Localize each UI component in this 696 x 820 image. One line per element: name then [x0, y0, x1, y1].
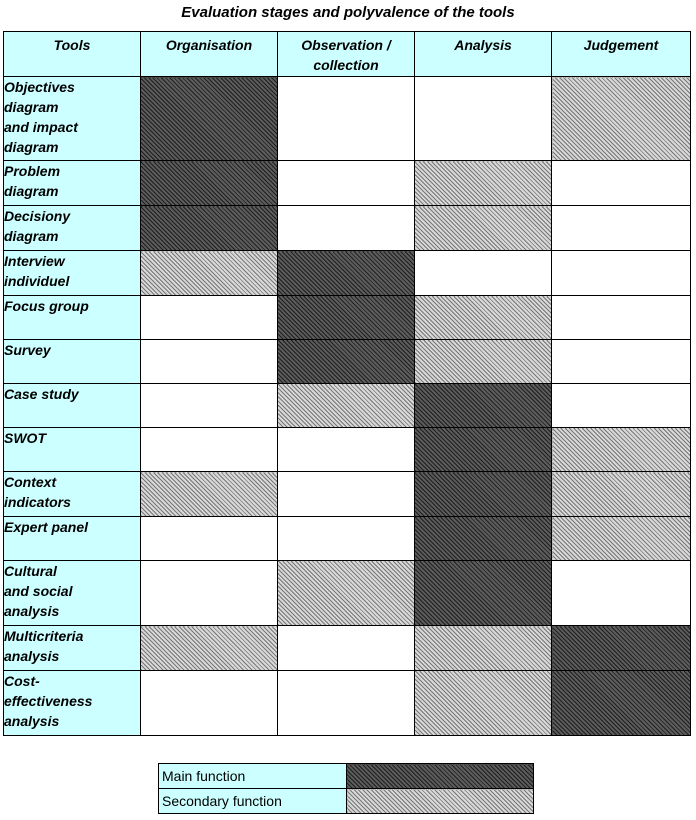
analysis-function-cell [415, 161, 552, 206]
judgement-function-cell [552, 384, 691, 428]
analysis-function-cell [415, 472, 552, 517]
table-row [4, 340, 691, 384]
table-row [4, 161, 691, 206]
observation-function-cell [278, 517, 415, 561]
organisation-function-cell [141, 428, 278, 472]
judgement-function-cell [552, 251, 691, 296]
observation-function-cell [278, 161, 415, 206]
table-row [4, 77, 691, 161]
judgement-function-cell [552, 561, 691, 626]
organisation-function-cell [141, 626, 278, 671]
header-analysis: Analysis [415, 32, 552, 77]
header-row [4, 32, 691, 77]
organisation-function-cell [141, 340, 278, 384]
table-row [4, 517, 691, 561]
header-tools: Tools [4, 32, 141, 77]
tool-name-cell: Case study [4, 384, 141, 428]
table-row [4, 206, 691, 251]
header-observation [278, 32, 415, 77]
legend-row-secondary [159, 789, 534, 814]
analysis-function-cell [415, 384, 552, 428]
tool-name-cell: Decisiony diagram [4, 206, 141, 251]
analysis-function-cell [415, 206, 552, 251]
tool-name-cell: Cultural and social analysis [4, 561, 141, 626]
tool-name-cell: Multicriteria analysis [4, 626, 141, 671]
judgement-function-cell [552, 472, 691, 517]
tool-name-cell: Focus group [4, 296, 141, 340]
table-row [4, 472, 691, 517]
analysis-function-cell [415, 340, 552, 384]
observation-function-cell [278, 296, 415, 340]
table-row [4, 296, 691, 340]
judgement-function-cell [552, 296, 691, 340]
legend-row-main [159, 764, 534, 789]
tool-name-cell: Objectives diagram and impact diagram [4, 77, 141, 161]
analysis-function-cell [415, 77, 552, 161]
legend [158, 763, 534, 814]
organisation-function-cell [141, 161, 278, 206]
judgement-function-cell [552, 626, 691, 671]
table-body [4, 77, 691, 736]
table-row [4, 671, 691, 736]
table-row [4, 626, 691, 671]
analysis-function-cell [415, 428, 552, 472]
organisation-function-cell [141, 296, 278, 340]
observation-function-cell [278, 428, 415, 472]
tool-name-cell: Expert panel [4, 517, 141, 561]
judgement-function-cell [552, 671, 691, 736]
observation-function-cell [278, 77, 415, 161]
judgement-function-cell [552, 428, 691, 472]
organisation-function-cell [141, 671, 278, 736]
evaluation-tools-table [3, 31, 691, 736]
legend-secondary-swatch [347, 789, 534, 814]
tool-name-cell: Problem diagram [4, 161, 141, 206]
analysis-function-cell [415, 671, 552, 736]
tool-name-cell: Interview individuel [4, 251, 141, 296]
organisation-function-cell [141, 517, 278, 561]
organisation-function-cell [141, 206, 278, 251]
legend-main-swatch [347, 764, 534, 789]
analysis-function-cell [415, 251, 552, 296]
header-judgement: Judgement [552, 32, 691, 77]
tool-name-cell: SWOT [4, 428, 141, 472]
table-row [4, 428, 691, 472]
observation-function-cell [278, 384, 415, 428]
judgement-function-cell [552, 161, 691, 206]
judgement-function-cell [552, 77, 691, 161]
organisation-function-cell [141, 561, 278, 626]
tool-name-cell: Cost- effectiveness analysis [4, 671, 141, 736]
header-observation-label: Observation / collection [301, 37, 391, 73]
analysis-function-cell [415, 517, 552, 561]
tool-name-cell: Context indicators [4, 472, 141, 517]
observation-function-cell [278, 671, 415, 736]
judgement-function-cell [552, 517, 691, 561]
analysis-function-cell [415, 626, 552, 671]
legend-secondary-label: Secondary function [159, 789, 347, 814]
observation-function-cell [278, 472, 415, 517]
analysis-function-cell [415, 561, 552, 626]
table-row [4, 251, 691, 296]
observation-function-cell [278, 206, 415, 251]
organisation-function-cell [141, 384, 278, 428]
judgement-function-cell [552, 340, 691, 384]
judgement-function-cell [552, 206, 691, 251]
organisation-function-cell [141, 251, 278, 296]
header-organisation: Organisation [141, 32, 278, 77]
table-row [4, 561, 691, 626]
observation-function-cell [278, 251, 415, 296]
table-row [4, 384, 691, 428]
observation-function-cell [278, 340, 415, 384]
tool-name-cell: Survey [4, 340, 141, 384]
legend-main-label: Main function [159, 764, 347, 789]
table-title: Evaluation stages and polyvalence of the tools [181, 4, 515, 21]
analysis-function-cell [415, 296, 552, 340]
observation-function-cell [278, 561, 415, 626]
organisation-function-cell [141, 77, 278, 161]
organisation-function-cell [141, 472, 278, 517]
observation-function-cell [278, 626, 415, 671]
